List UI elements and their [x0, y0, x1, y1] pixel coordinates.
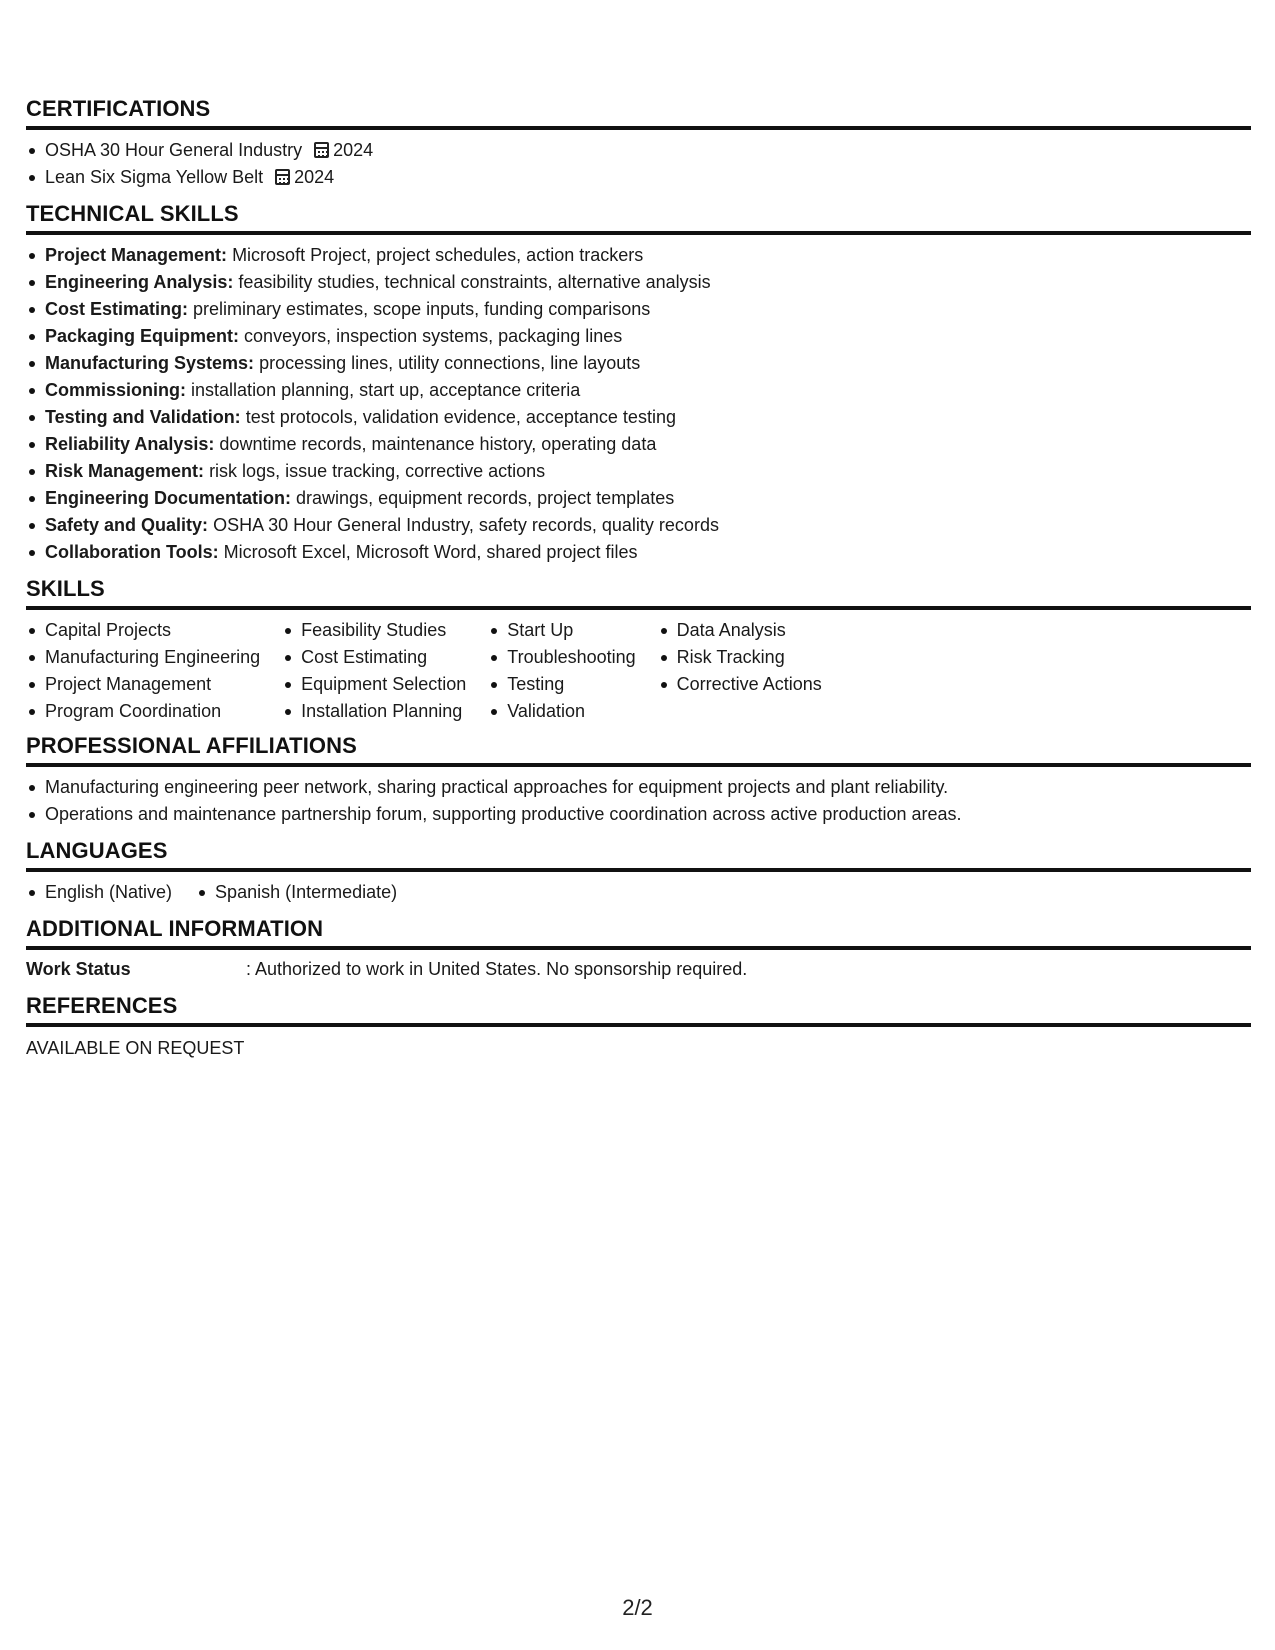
list-item: English (Native) — [26, 879, 172, 906]
languages-list — [26, 872, 1251, 916]
resume-page — [26, 96, 1251, 1061]
list-item: Data Analysis — [658, 617, 822, 644]
skills-grid — [26, 610, 1251, 733]
certification-year: 2024 — [294, 167, 335, 187]
technical-skills-list — [26, 235, 1251, 576]
references-text: AVAILABLE ON REQUEST — [26, 1038, 245, 1058]
list-item: Risk Tracking — [658, 644, 822, 671]
skill-text: downtime records, maintenance history, operating data — [219, 434, 657, 454]
certification-name: Lean Six Sigma Yellow Belt — [45, 167, 264, 187]
work-status-label: Work Status — [26, 959, 131, 979]
list-item: Spanish (Intermediate) — [196, 879, 397, 906]
languages-items — [26, 879, 421, 906]
list-item — [26, 431, 1251, 458]
section-title: PROFESSIONAL AFFILIATIONS — [26, 733, 1251, 767]
section-title: LANGUAGES — [26, 838, 1251, 872]
list-item: Installation Planning — [282, 698, 466, 725]
certification-name: OSHA 30 Hour General Industry — [45, 140, 303, 160]
section-title: ADDITIONAL INFORMATION — [26, 916, 1251, 950]
list-item: Manufacturing Engineering — [26, 644, 260, 671]
affiliations-section — [26, 733, 1251, 838]
skill-label: Engineering Documentation: — [45, 488, 292, 508]
skill-label: Engineering Analysis: — [45, 272, 234, 292]
skills-column — [282, 617, 466, 725]
skills-section — [26, 576, 1251, 733]
section-title: CERTIFICATIONS — [26, 96, 1251, 130]
list-item: Validation — [488, 698, 635, 725]
list-item — [26, 350, 1251, 377]
skill-text: preliminary estimates, scope inputs, funding comparisons — [193, 299, 651, 319]
list-item — [26, 137, 1251, 164]
list-item: Program Coordination — [26, 698, 260, 725]
list-item — [26, 242, 1251, 269]
list-item: Project Management — [26, 671, 260, 698]
skills-column — [488, 617, 635, 725]
skill-text: feasibility studies, technical constraints, alternative analysis — [238, 272, 711, 292]
list-item: Manufacturing engineering peer network, sharing practical approaches for equipment projects and plant reliability. — [26, 774, 1251, 801]
skill-text: Microsoft Project, project schedules, action trackers — [232, 245, 644, 265]
list-item — [26, 164, 1251, 191]
list-item — [26, 485, 1251, 512]
list-item — [26, 323, 1251, 350]
skill-text: processing lines, utility connections, line layouts — [259, 353, 641, 373]
list-item — [26, 458, 1251, 485]
skill-text: conveyors, inspection systems, packaging lines — [244, 326, 623, 346]
skill-text: drawings, equipment records, project templates — [296, 488, 675, 508]
skill-label: Reliability Analysis: — [45, 434, 215, 454]
list-item — [26, 377, 1251, 404]
skill-label: Collaboration Tools: — [45, 542, 219, 562]
page-number: 2/2 — [622, 1595, 653, 1620]
certifications-section — [26, 96, 1251, 201]
calendar-icon — [314, 142, 329, 158]
list-item: Start Up — [488, 617, 635, 644]
additional-info-section — [26, 916, 1251, 993]
skill-text: test protocols, validation evidence, acceptance testing — [245, 407, 676, 427]
skills-column — [26, 617, 260, 725]
skill-text: risk logs, issue tracking, corrective actions — [209, 461, 546, 481]
skill-text: installation planning, start up, acceptance criteria — [191, 380, 581, 400]
list-item — [26, 404, 1251, 431]
certifications-list — [26, 130, 1251, 201]
list-item: Testing — [488, 671, 635, 698]
references-section — [26, 993, 1251, 1061]
skill-label: Project Management: — [45, 245, 228, 265]
technical-skills-section — [26, 201, 1251, 576]
list-item: Feasibility Studies — [282, 617, 466, 644]
languages-section — [26, 838, 1251, 916]
list-item: Corrective Actions — [658, 671, 822, 698]
list-item: Troubleshooting — [488, 644, 635, 671]
list-item: Capital Projects — [26, 617, 260, 644]
skill-text: Microsoft Excel, Microsoft Word, shared project files — [223, 542, 638, 562]
calendar-icon — [275, 169, 290, 185]
section-title: TECHNICAL SKILLS — [26, 201, 1251, 235]
affiliations-list — [26, 767, 1251, 838]
work-status-row — [26, 950, 1251, 993]
list-item: Cost Estimating — [282, 644, 466, 671]
skill-label: Manufacturing Systems: — [45, 353, 255, 373]
list-item — [26, 512, 1251, 539]
skill-label: Cost Estimating: — [45, 299, 189, 319]
skill-label: Risk Management: — [45, 461, 205, 481]
work-status-value: : Authorized to work in United States. No sponsorship required. — [246, 959, 748, 979]
section-title: REFERENCES — [26, 993, 1251, 1027]
list-item — [26, 539, 1251, 566]
list-item — [26, 269, 1251, 296]
skill-label: Packaging Equipment: — [45, 326, 240, 346]
skill-label: Commissioning: — [45, 380, 187, 400]
section-title: SKILLS — [26, 576, 1251, 610]
skills-column — [658, 617, 822, 725]
list-item — [26, 296, 1251, 323]
skill-label: Safety and Quality: — [45, 515, 209, 535]
list-item: Operations and maintenance partnership forum, supporting productive coordination across active production areas. — [26, 801, 1251, 828]
list-item: Equipment Selection — [282, 671, 466, 698]
skill-text: OSHA 30 Hour General Industry, safety records, quality records — [213, 515, 719, 535]
skill-label: Testing and Validation: — [45, 407, 241, 427]
certification-year: 2024 — [333, 140, 374, 160]
